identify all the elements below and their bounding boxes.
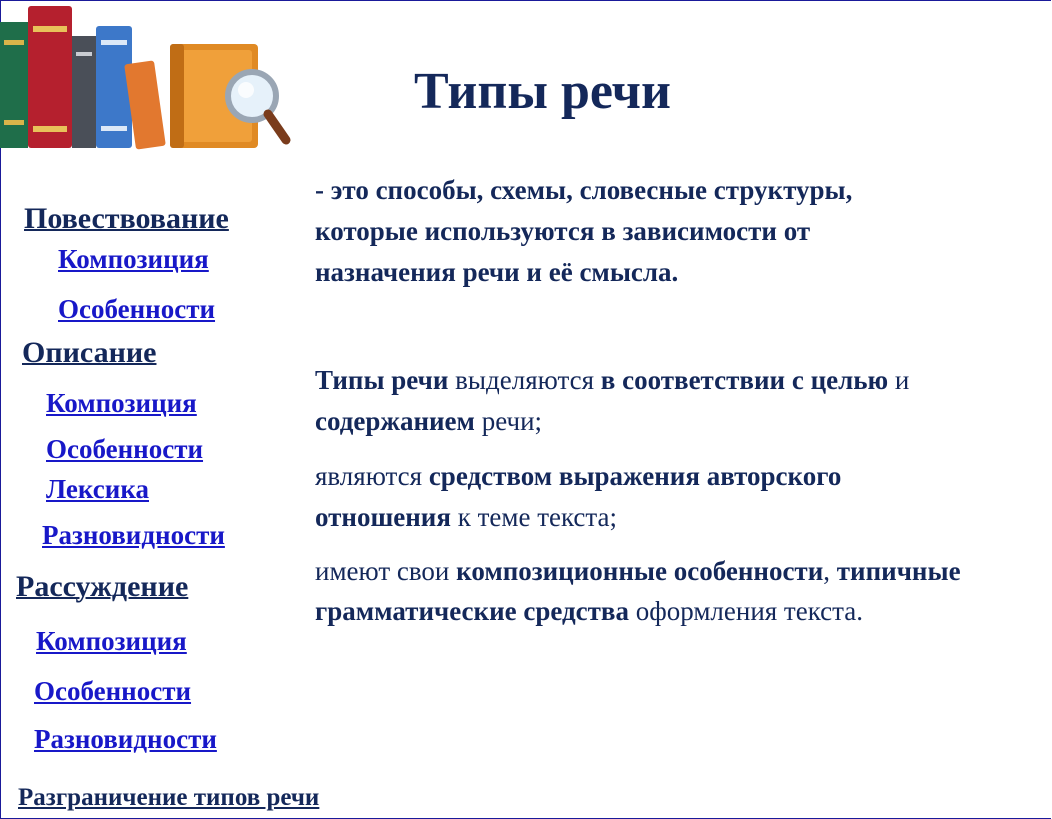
nav-reasoning-composition[interactable]: Композиция [36, 626, 187, 656]
definition-line-3: назначения речи и её смысла. [315, 257, 679, 287]
nav-section-narration[interactable]: Повествование [24, 202, 229, 235]
nav-section-description[interactable]: Описание [22, 336, 157, 369]
point-2-text-b: к теме текста; [450, 502, 618, 532]
point-1-emphasis-a: в соответствии с целью [600, 365, 889, 395]
nav-narration-composition[interactable]: Композиция [58, 244, 209, 274]
definition-line-1: - это способы, схемы, словесные структуры, [315, 175, 853, 205]
nav-description-composition[interactable]: Композиция [46, 388, 197, 418]
nav-distinction-link[interactable]: Разграничение типов речи [18, 784, 320, 811]
point-features [315, 551, 1052, 631]
point-3-emphasis-a: композиционные особенности [456, 556, 824, 586]
nav-description-features[interactable]: Особенности [46, 434, 204, 464]
point-3-emphasis-c: грамматические средства [315, 596, 629, 626]
point-3-text-c: оформления текста. [628, 596, 864, 626]
definition-text [315, 170, 1052, 293]
point-1-text-a: выделяются [448, 365, 601, 395]
nav-narration-features[interactable]: Особенности [58, 294, 216, 324]
point-expression [315, 456, 1052, 538]
point-2-text-a: являются [315, 461, 429, 491]
point-3-text-b: , [823, 556, 837, 586]
definition-line-2: которые используются в зависимости от [315, 216, 811, 246]
point-1-term: Типы речи [315, 365, 449, 395]
nav-section-reasoning[interactable]: Рассуждение [16, 570, 189, 603]
page-title: Типы речи [414, 63, 671, 120]
point-1-text-c: речи; [474, 406, 543, 436]
point-1-emphasis-b: содержанием [315, 406, 475, 436]
point-2-emphasis-b: отношения [315, 502, 451, 532]
point-2-emphasis-a: средством выражения авторского [428, 461, 842, 491]
nav-reasoning-varieties[interactable]: Разновидности [34, 724, 217, 754]
point-purpose [315, 360, 1052, 442]
point-1-text-b: и [888, 365, 910, 395]
nav-description-varieties[interactable]: Разновидности [42, 520, 225, 550]
nav-reasoning-features[interactable]: Особенности [34, 676, 192, 706]
point-3-emphasis-b: типичные [836, 556, 961, 586]
nav-description-vocabulary[interactable]: Лексика [46, 474, 149, 504]
point-3-text-a: имеют свои [315, 556, 457, 586]
